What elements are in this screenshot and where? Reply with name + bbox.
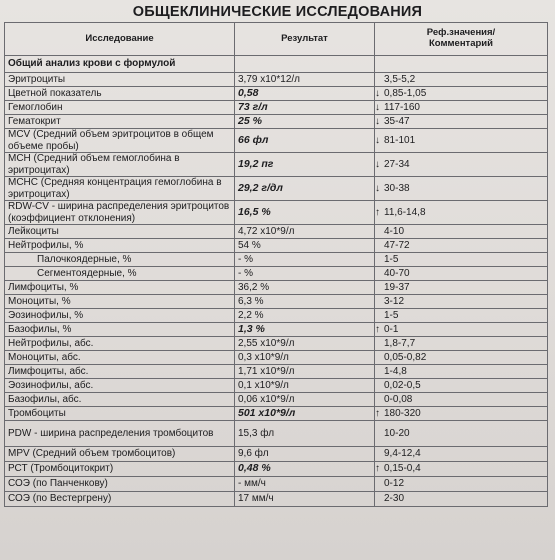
test-result: 0,3 x10*9/л [235, 351, 375, 365]
header-ref-line1: Реф.значения/ [426, 27, 496, 39]
table-row [5, 393, 548, 407]
test-result: 16,5 % [235, 201, 375, 225]
reference-value: 3-12 [384, 295, 405, 307]
arrow-down-icon: ↓ [375, 101, 380, 113]
results-table [4, 22, 548, 507]
table-header-row [5, 23, 548, 56]
arrow-down-icon: ↓ [375, 115, 380, 127]
table-row [5, 267, 548, 281]
reference-value: 0,05-0,82 [384, 351, 427, 363]
reference-value: 9,4-12,4 [384, 448, 421, 460]
reference-value: 19-37 [384, 281, 410, 293]
test-result: 2,55 x10*9/л [235, 337, 375, 351]
reference-cell [375, 337, 548, 351]
arrow-up-icon: ↑ [375, 323, 380, 335]
reference-value: 180-320 [384, 407, 421, 419]
test-result: 6,3 % [235, 295, 375, 309]
test-result: - % [235, 253, 375, 267]
reference-cell [375, 407, 548, 421]
reference-value: 0,15-0,4 [384, 463, 421, 475]
table-row [5, 421, 548, 447]
test-name: Эозинофилы, % [5, 309, 235, 323]
table-row [5, 201, 548, 225]
test-name: Эозинофилы, абс. [5, 379, 235, 393]
test-name: Лимфоциты, % [5, 281, 235, 295]
table-row [5, 295, 548, 309]
reference-cell [375, 225, 548, 239]
reference-value: 40-70 [384, 267, 410, 279]
table-row [5, 337, 548, 351]
table-row [5, 239, 548, 253]
test-result: 17 мм/ч [235, 492, 375, 507]
table-row [5, 462, 548, 477]
reference-cell [375, 295, 548, 309]
test-name: Гемоглобин [5, 101, 235, 115]
table-row [5, 115, 548, 129]
reference-cell [375, 73, 548, 87]
reference-cell [375, 153, 548, 177]
section-title: Общий анализ крови с формулой [5, 56, 235, 73]
test-name: Нейтрофилы, абс. [5, 337, 235, 351]
report-title: ОБЩЕКЛИНИЧЕСКИЕ ИССЛЕДОВАНИЯ [132, 4, 423, 20]
test-name: Эритроциты [5, 73, 235, 87]
test-result: 1,71 x10*9/л [235, 365, 375, 379]
header-result: Результат [235, 23, 375, 56]
test-name: Лимфоциты, абс. [5, 365, 235, 379]
test-name: MPV (Средний объем тромбоцитов) [5, 447, 235, 462]
table-row [5, 407, 548, 421]
test-name: МСНС (Средняя концентрация гемоглобина в эритроцитах) [5, 177, 235, 201]
table-row [5, 129, 548, 153]
test-name: Палочкоядерные, % [5, 253, 235, 267]
section-row [5, 56, 548, 73]
reference-value: 1,8-7,7 [384, 337, 416, 349]
test-name: МСН (Средний объем гемоглобина в эритроцитах) [5, 153, 235, 177]
table-row [5, 225, 548, 239]
reference-cell [375, 201, 548, 225]
table-row [5, 281, 548, 295]
test-name: СОЭ (по Панченкову) [5, 477, 235, 492]
reference-cell [375, 309, 548, 323]
reference-cell [375, 115, 548, 129]
test-result: 9,6 фл [235, 447, 375, 462]
test-result: 0,1 x10*9/л [235, 379, 375, 393]
test-result: 25 % [235, 115, 375, 129]
reference-cell [375, 447, 548, 462]
arrow-down-icon: ↓ [375, 182, 380, 194]
test-result: 15,3 фл [235, 421, 375, 447]
test-name: RDW-CV - ширина распределения эритроцитов (коэффициент отклонения) [5, 201, 235, 225]
table-row [5, 447, 548, 462]
test-result: 19,2 пг [235, 153, 375, 177]
reference-cell [375, 281, 548, 295]
header-ref [375, 23, 548, 56]
reference-value: 117-160 [384, 101, 420, 113]
test-result: 0,58 [235, 87, 375, 101]
reference-cell [375, 323, 548, 337]
test-result: 54 % [235, 239, 375, 253]
test-name: Сегментоядерные, % [5, 267, 235, 281]
table-row [5, 477, 548, 492]
reference-value: 4-10 [384, 225, 405, 237]
reference-cell [375, 253, 548, 267]
arrow-down-icon: ↓ [375, 158, 380, 170]
test-result: 0,48 % [235, 462, 375, 477]
test-result: 0,06 x10*9/л [235, 393, 375, 407]
test-result: 36,2 % [235, 281, 375, 295]
test-name: РСТ (Тромбоцитокрит) [5, 462, 235, 477]
arrow-up-icon: ↑ [375, 206, 380, 218]
reference-cell [375, 351, 548, 365]
arrow-down-icon: ↓ [375, 87, 380, 99]
reference-cell [375, 267, 548, 281]
test-result: 4,72 x10*9/л [235, 225, 375, 239]
table-row [5, 379, 548, 393]
test-result: - % [235, 267, 375, 281]
header-ref-line2: Комментарий [429, 38, 493, 49]
reference-value: 1-5 [384, 309, 399, 321]
reference-value: 11,6-14,8 [384, 206, 426, 218]
table-row [5, 253, 548, 267]
reference-value: 81-101 [384, 134, 416, 146]
reference-value: 0,85-1,05 [384, 87, 427, 99]
reference-value: 2-30 [384, 493, 405, 505]
reference-value: 3,5-5,2 [384, 73, 416, 85]
reference-value: 10-20 [384, 427, 410, 439]
reference-cell [375, 101, 548, 115]
reference-value: 0-0,08 [384, 393, 413, 405]
test-result: - мм/ч [235, 477, 375, 492]
test-name: Базофилы, абс. [5, 393, 235, 407]
reference-cell [375, 365, 548, 379]
test-result: 2,2 % [235, 309, 375, 323]
reference-cell [375, 462, 548, 477]
test-name: Цветной показатель [5, 87, 235, 101]
reference-cell [375, 477, 548, 492]
test-result: 3,79 x10*12/л [235, 73, 375, 87]
test-result: 66 фл [235, 129, 375, 153]
reference-value: 30-38 [384, 182, 410, 194]
reference-value: 1-5 [384, 253, 399, 265]
table-row [5, 323, 548, 337]
reference-cell [375, 393, 548, 407]
reference-cell [375, 379, 548, 393]
test-name: СОЭ (по Вестергрену) [5, 492, 235, 507]
test-result: 501 x10*9/л [235, 407, 375, 421]
reference-value: 35-47 [384, 115, 410, 127]
reference-value: 0,02-0,5 [384, 379, 421, 391]
reference-value: 0-12 [384, 478, 405, 490]
reference-value: 0-1 [384, 323, 399, 335]
arrow-up-icon: ↑ [375, 407, 380, 419]
reference-value: 27-34 [384, 158, 410, 170]
table-row [5, 73, 548, 87]
table-row [5, 365, 548, 379]
test-name: Базофилы, % [5, 323, 235, 337]
header-test: Исследование [5, 23, 235, 56]
table-row [5, 492, 548, 507]
test-name: PDW - ширина распределения тромбоцитов [5, 421, 235, 447]
test-result: 29,2 г/дл [235, 177, 375, 201]
test-name: Лейкоциты [5, 225, 235, 239]
test-name: Гематокрит [5, 115, 235, 129]
reference-value: 47-72 [384, 239, 410, 251]
test-name: MCV (Средний объем эритроцитов в общем объеме пробы) [5, 129, 235, 153]
table-row [5, 351, 548, 365]
reference-cell [375, 129, 548, 153]
reference-cell [375, 239, 548, 253]
reference-cell [375, 421, 548, 447]
reference-value: 1-4,8 [384, 365, 407, 377]
table-row [5, 309, 548, 323]
table-row [5, 87, 548, 101]
reference-cell [375, 177, 548, 201]
test-name: Тромбоциты [5, 407, 235, 421]
table-row [5, 101, 548, 115]
arrow-up-icon: ↑ [375, 463, 380, 474]
test-name: Нейтрофилы, % [5, 239, 235, 253]
test-result: 1,3 % [235, 323, 375, 337]
test-result: 73 г/л [235, 101, 375, 115]
arrow-down-icon: ↓ [375, 134, 380, 146]
table-row [5, 153, 548, 177]
reference-cell [375, 87, 548, 101]
test-name: Моноциты, % [5, 295, 235, 309]
test-name: Моноциты, абс. [5, 351, 235, 365]
table-row [5, 177, 548, 201]
reference-cell [375, 492, 548, 507]
